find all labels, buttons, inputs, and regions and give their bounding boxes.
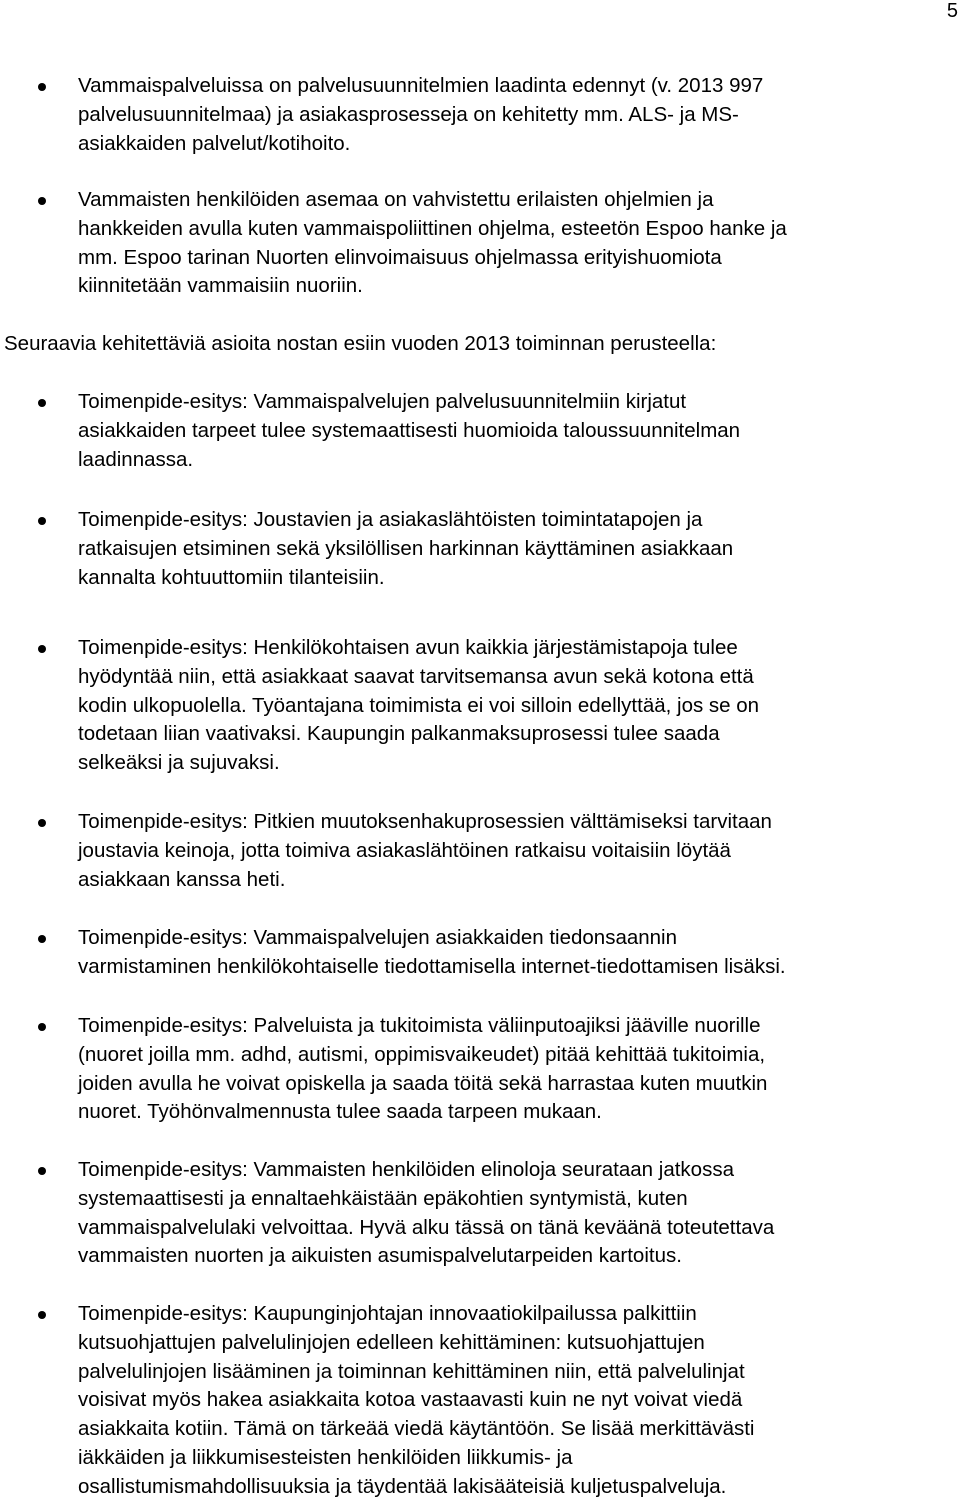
bullet-icon — [38, 83, 46, 91]
bullet-icon — [38, 645, 46, 653]
list-item-text — [78, 808, 956, 894]
text-line: systemaattisesti ja ennaltaehkäistään epäkohtien syntymistä, kuten — [78, 1186, 688, 1210]
text-line: Toimenpide-esitys: Henkilökohtaisen avun kaikkia järjestämistapoja tulee — [78, 636, 738, 659]
text-line: Toimenpide-esitys: Vammaisten henkilöiden elinoloja seurataan jatkossa — [78, 1158, 734, 1181]
text-line: nuoret. Työhönvalmennusta tulee saada tarpeen mukaan. — [78, 1100, 602, 1124]
bullet-icon — [38, 399, 46, 407]
list-item-text — [78, 72, 956, 158]
text-line: selkeäksi ja sujuvaksi. — [78, 751, 280, 775]
list-item-text — [78, 1300, 956, 1502]
text-line: hyödyntää niin, että asiakkaat saavat tarvitsemansa avun sekä kotona että — [78, 664, 754, 688]
text-line: kutsuohjattujen palvelulinjojen edelleen kehittäminen: kutsuohjattujen — [78, 1330, 705, 1354]
list-item-text — [78, 1012, 956, 1127]
text-line: palvelulinjojen lisääminen ja toiminnan kehittäminen niin, että palvelulinjat — [78, 1359, 745, 1383]
text-line: Toimenpide-esitys: Palveluista ja tukitoimista väliinputoajiksi jääville nuorille — [78, 1014, 761, 1037]
text-line: asiakkaita kotiin. Tämä on tärkeää viedä käytäntöön. Se lisää merkittävästi — [78, 1417, 755, 1441]
text-line: joiden avulla he voivat opiskella ja saada töitä sekä harrastaa kuten muutkin — [78, 1071, 768, 1095]
text-line: asiakkaiden tarpeet tulee systemaattisesti huomioida taloussuunnitelman — [78, 418, 741, 442]
text-line: varmistaminen henkilökohtaiselle tiedottamisella internet-tiedottamisen lisäksi. — [78, 954, 786, 978]
list-item-text — [78, 1156, 956, 1271]
text-line: palvelusuunnitelmaa) ja asiakasprosesseja on kehitetty mm. ALS- ja MS- — [78, 102, 739, 126]
text-line: hankkeiden avulla kuten vammaispoliittinen ohjelma, esteetön Espoo hanke ja — [78, 216, 787, 240]
text-line: iäkkäiden ja liikkumisesteisten henkilöiden liikkumis- ja — [78, 1445, 573, 1469]
text-line: osallistumismahdollisuuksia ja täydentää lakisääteisiä kuljetuspalveluja. — [78, 1474, 727, 1498]
text-line: laadinnassa. — [78, 447, 194, 471]
bullet-icon — [38, 1167, 46, 1175]
text-line: kiinnitetään vammaisiin nuoriin. — [78, 274, 363, 298]
text-line: kannalta kohtuuttomiin tilanteisiin. — [78, 565, 385, 589]
text-line: Vammaispalveluissa on palvelusuunnitelmien laadinta edennyt (v. 2013 997 — [78, 74, 764, 97]
bullet-icon — [38, 1023, 46, 1031]
text-line: Toimenpide-esitys: Vammaispalvelujen palvelusuunnitelmiin kirjatut — [78, 390, 687, 413]
text-line: Vammaisten henkilöiden asemaa on vahvistettu erilaisten ohjelmien ja — [78, 188, 714, 211]
text-line: todetaan liian vaativaksi. Kaupungin palkanmaksuprosessi tulee saada — [78, 722, 720, 746]
intro-paragraph: Seuraavia kehitettäviä asioita nostan esiin vuoden 2013 toiminnan perusteella: — [4, 332, 717, 355]
text-line: ratkaisujen etsiminen sekä yksilöllisen harkinnan käyttäminen asiakkaan — [78, 536, 734, 560]
list-item-text — [78, 634, 956, 778]
text-line: vammaisten nuorten ja aikuisten asumispalvelutarpeiden kartoitus. — [78, 1244, 682, 1268]
bullet-icon — [38, 1311, 46, 1319]
bullet-icon — [38, 935, 46, 943]
list-item-text — [78, 924, 956, 982]
text-line: vammaispalvelulaki velvoittaa. Hyvä alku tässä on tänä keväänä toteutettava — [78, 1215, 775, 1239]
list-item-text — [78, 388, 956, 474]
text-line: Toimenpide-esitys: Kaupunginjohtajan innovaatiokilpailussa palkittiin — [78, 1302, 697, 1325]
list-item-text — [78, 506, 956, 592]
text-line: (nuoret joilla mm. adhd, autismi, oppimisvaikeudet) pitää kehittää tukitoimia, — [78, 1042, 766, 1066]
bullet-icon — [38, 517, 46, 525]
text-line: voisivat myös hakea asiakkaita kotoa vastaavasti kuin ne nyt voivat viedä — [78, 1388, 743, 1412]
text-line: Toimenpide-esitys: Pitkien muutoksenhakuprosessien välttämiseksi tarvitaan — [78, 810, 772, 833]
bullet-icon — [38, 819, 46, 827]
text-line: asiakkaan kanssa heti. — [78, 867, 286, 891]
list-item-text — [78, 186, 956, 301]
text-line: Toimenpide-esitys: Joustavien ja asiakaslähtöisten toimintatapojen ja — [78, 508, 703, 531]
text-line: mm. Espoo tarinan Nuorten elinvoimaisuus ohjelmassa erityishuomiota — [78, 245, 722, 269]
bullet-icon — [38, 197, 46, 205]
text-line: Toimenpide-esitys: Vammaispalvelujen asiakkaiden tiedonsaannin — [78, 926, 678, 949]
text-line: kodin ulkopuolella. Työantajana toimimista ei voi silloin edellyttää, jos se on — [78, 693, 760, 717]
text-line: joustavia keinoja, jotta toimiva asiakaslähtöinen ratkaisu voitaisiin löytää — [78, 838, 731, 862]
text-line: asiakkaiden palvelut/kotihoito. — [78, 131, 351, 155]
page-number: 5 — [946, 0, 958, 22]
